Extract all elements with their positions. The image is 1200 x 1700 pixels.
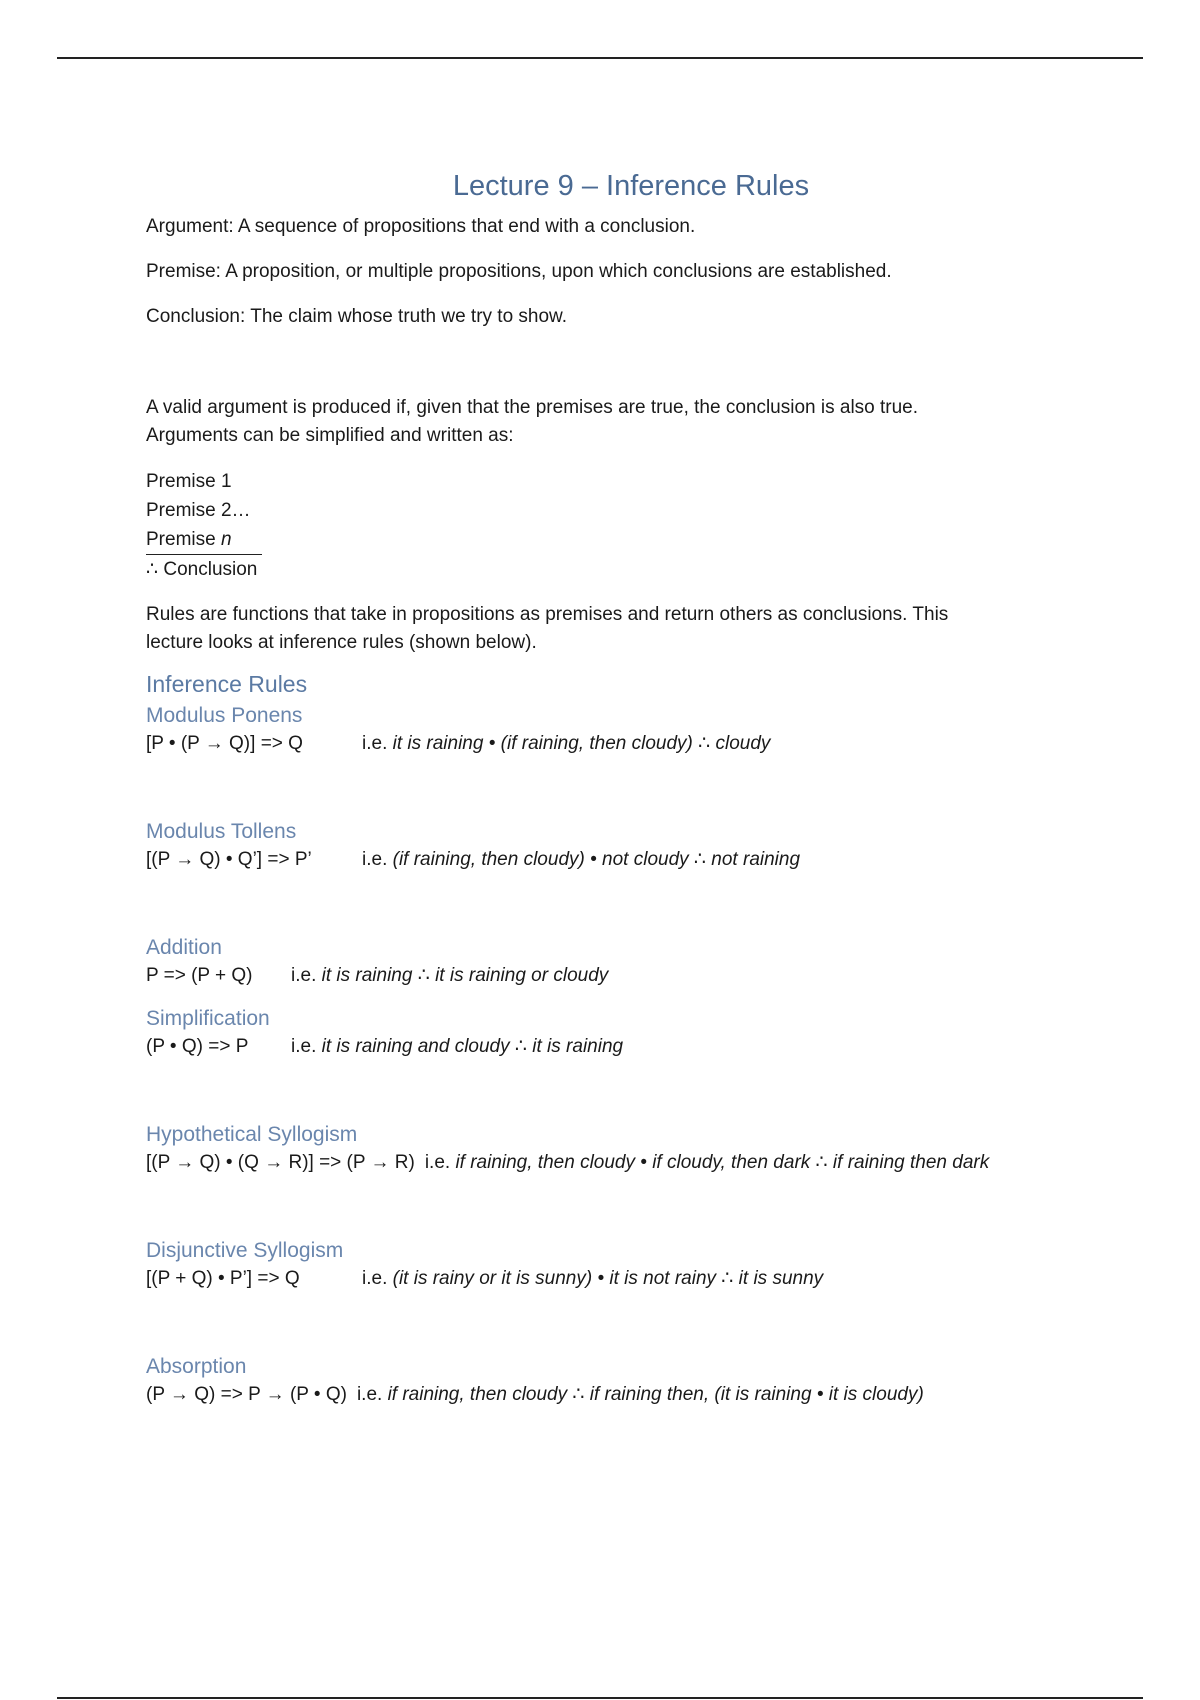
ie-label: i.e. xyxy=(362,733,393,754)
rule-formula: P => (P + Q) xyxy=(146,965,253,986)
definition-premise: Premise: A proposition, or multiple propositions, upon which conclusions are established. xyxy=(146,261,892,282)
rule-modulus-ponens xyxy=(146,704,1076,758)
rule-formula: [(P + Q) • P’] => Q xyxy=(146,1268,300,1289)
rule-example: it is raining ∴ it is raining or cloudy xyxy=(321,965,609,986)
inference-rules-heading: Inference Rules xyxy=(146,671,308,697)
rule-example: if raining, then cloudy • if cloudy, then dark ∴ if raining then dark xyxy=(455,1152,990,1173)
rule-formula: (P • Q) => P xyxy=(146,1036,249,1057)
ie-label: i.e. xyxy=(356,1384,388,1405)
rule-name: Disjunctive Syllogism xyxy=(146,1239,344,1262)
rule-name: Addition xyxy=(146,936,222,959)
rule-hypothetical-syllogism xyxy=(146,1123,1076,1177)
ie-label: i.e. xyxy=(362,849,393,870)
ie-label: i.e. xyxy=(424,1152,456,1173)
rule-disjunctive-syllogism xyxy=(146,1239,1076,1293)
ie-label: i.e. xyxy=(362,1268,393,1289)
premise-n: Premise n xyxy=(146,525,262,555)
ie-label: i.e. xyxy=(291,1036,322,1057)
definition-conclusion: Conclusion: The claim whose truth we try to show. xyxy=(146,306,568,327)
rule-addition xyxy=(146,936,1076,990)
rule-formula: [(P → Q) • Q’] => P’ xyxy=(146,849,312,870)
rule-formula: [(P → Q) • (Q → R)] => (P → R) xyxy=(146,1152,415,1173)
rule-absorption xyxy=(146,1355,1076,1409)
rule-simplification xyxy=(146,1007,1076,1061)
rule-example: if raining, then cloudy ∴ if raining then, (it is raining • it is cloudy) xyxy=(387,1384,924,1405)
rule-example: it is raining and cloudy ∴ it is raining xyxy=(321,1036,624,1057)
ie-label: i.e. xyxy=(291,965,322,986)
rule-name: Modulus Tollens xyxy=(146,820,297,843)
rule-formula: (P → Q) => P → (P • Q) xyxy=(146,1384,347,1405)
footer-rule xyxy=(57,1697,1143,1699)
rule-name: Simplification xyxy=(146,1007,270,1030)
premise-1: Premise 1 xyxy=(146,471,232,492)
rule-formula: [P • (P → Q)] => Q xyxy=(146,733,303,754)
conclusion-line: ∴ Conclusion xyxy=(146,559,258,580)
rule-name: Modulus Ponens xyxy=(146,704,303,727)
header-rule xyxy=(57,57,1143,59)
document-page xyxy=(146,170,1076,1409)
rules-intro-line-2: lecture looks at inference rules (shown below). xyxy=(146,632,537,653)
rule-name: Absorption xyxy=(146,1355,247,1378)
rule-example: (it is rainy or it is sunny) • it is not rainy ∴ it is sunny xyxy=(392,1268,824,1289)
rules-intro-line-1: Rules are functions that take in propositions as premises and return others as conclusions. This xyxy=(146,604,949,625)
argument-form xyxy=(146,467,1076,584)
valid-argument-line-2: Arguments can be simplified and written as: xyxy=(146,425,514,446)
definition-argument: Argument: A sequence of propositions that end with a conclusion. xyxy=(146,216,696,237)
rule-modulus-tollens xyxy=(146,820,1076,874)
valid-argument-line-1: A valid argument is produced if, given that the premises are true, the conclusion is also true. xyxy=(146,397,919,418)
page-title: Lecture 9 – Inference Rules xyxy=(452,170,810,202)
premise-2: Premise 2… xyxy=(146,500,251,521)
rule-name: Hypothetical Syllogism xyxy=(146,1123,358,1146)
rule-example: (if raining, then cloudy) • not cloudy ∴ not raining xyxy=(392,849,801,870)
rule-example: it is raining • (if raining, then cloudy) ∴ cloudy xyxy=(392,733,771,754)
